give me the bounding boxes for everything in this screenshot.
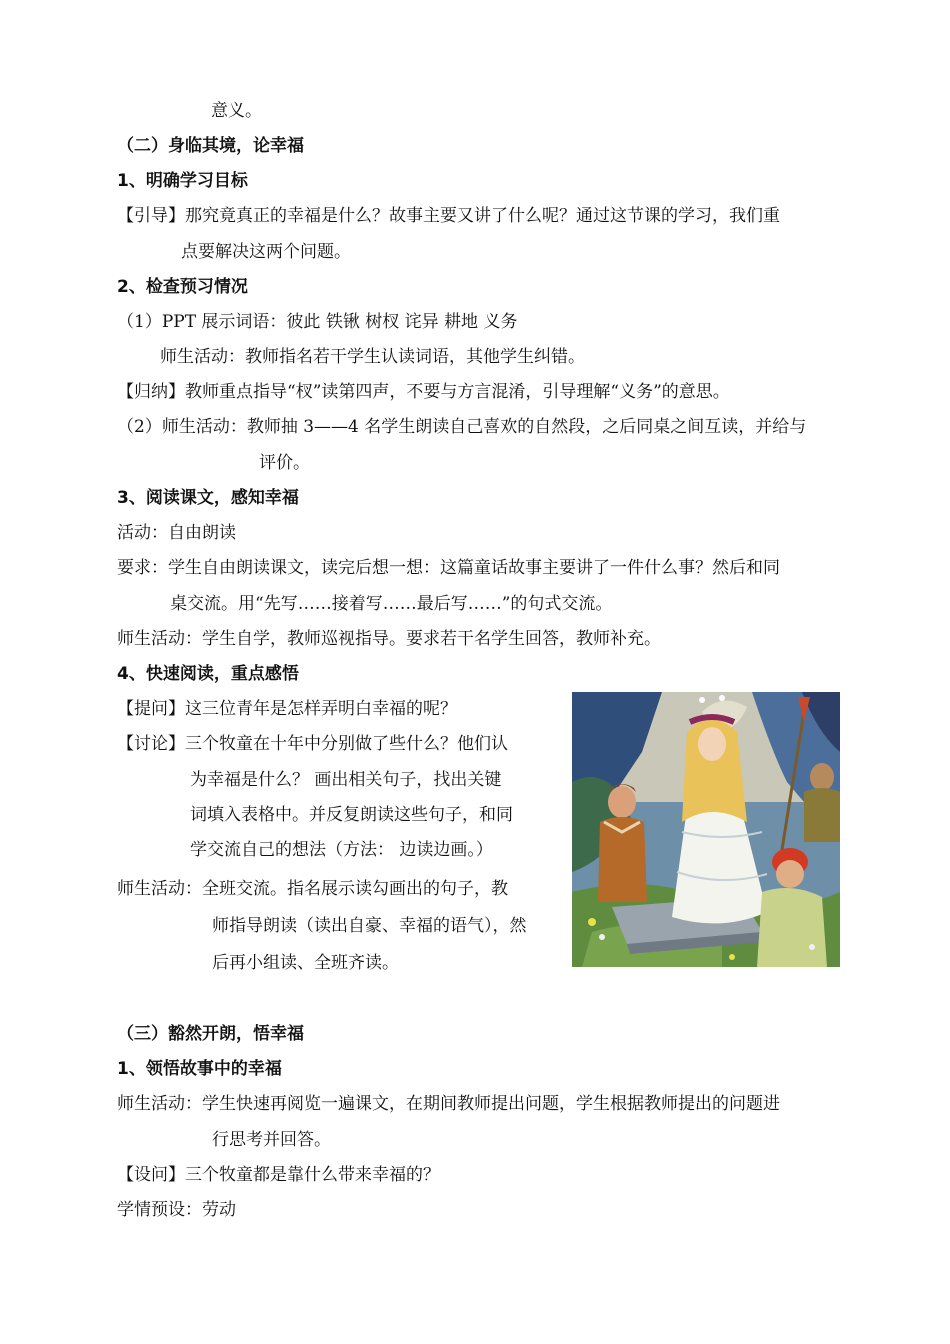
text-line: 活动：自由朗读 — [117, 523, 236, 543]
text-line: 行思考并回答。 — [212, 1130, 331, 1150]
subsection-heading: 3、阅读课文，感知幸福 — [117, 488, 299, 508]
text-line: 点要解决这两个问题。 — [181, 242, 351, 262]
text-line: 意义。 — [211, 101, 262, 121]
section-heading: （二）身临其境，论幸福 — [117, 136, 304, 156]
text-line: 后再小组读、全班齐读。 — [212, 953, 399, 973]
text-line: 【归纳】教师重点指导“杈”读第四声，不要与方言混淆，引导理解“义务”的意思。 — [117, 382, 730, 402]
text-line: 桌交流。用“先写……接着写……最后写……”的句式交流。 — [170, 594, 613, 614]
story-illustration — [572, 692, 840, 967]
text-line: 学情预设：劳动 — [117, 1200, 236, 1220]
subsection-heading: 1、明确学习目标 — [117, 171, 248, 191]
text-line: 【提问】这三位青年是怎样弄明白幸福的呢？ — [117, 699, 457, 719]
text-line: 评价。 — [259, 453, 310, 473]
text-line: 师生活动：教师指名若干学生认读词语，其他学生纠错。 — [160, 347, 585, 367]
text-line: 为幸福是什么？ 画出相关句子，找出关键 — [190, 770, 502, 790]
text-line: （1）PPT 展示词语：彼此 铁锹 树杈 诧异 耕地 义务 — [117, 312, 518, 332]
text-line: 师生活动：全班交流。指名展示读勾画出的句子，教 — [117, 879, 508, 899]
section-heading: （三）豁然开朗，悟幸福 — [117, 1024, 304, 1044]
text-line: 【讨论】三个牧童在十年中分别做了些什么？他们认 — [117, 734, 508, 754]
text-line: 【引导】那究竟真正的幸福是什么？故事主要又讲了什么呢？通过这节课的学习，我们重 — [117, 206, 780, 226]
subsection-heading: 2、检查预习情况 — [117, 277, 248, 297]
text-line: （2）师生活动：教师抽 3——4 名学生朗读自己喜欢的自然段，之后同桌之间互读，并给与 — [117, 417, 807, 437]
subsection-heading: 4、快速阅读，重点感悟 — [117, 664, 299, 684]
text-line: 师生活动：学生自学，教师巡视指导。要求若干名学生回答，教师补充。 — [117, 629, 661, 649]
text-line: 师生活动：学生快速再阅览一遍课文，在期间教师提出问题，学生根据教师提出的问题进 — [117, 1094, 780, 1114]
text-line: 【设问】三个牧童都是靠什么带来幸福的？ — [117, 1165, 440, 1185]
subsection-heading: 1、领悟故事中的幸福 — [117, 1059, 282, 1079]
text-line: 师指导朗读（读出自豪、幸福的语气），然 — [212, 916, 527, 936]
text-line: 要求：学生自由朗读课文，读完后想一想：这篇童话故事主要讲了一件什么事？然后和同 — [117, 558, 780, 578]
text-line: 学交流自己的想法（方法： 边读边画。） — [190, 840, 493, 860]
text-line: 词填入表格中。并反复朗读这些句子，和同 — [190, 805, 513, 825]
